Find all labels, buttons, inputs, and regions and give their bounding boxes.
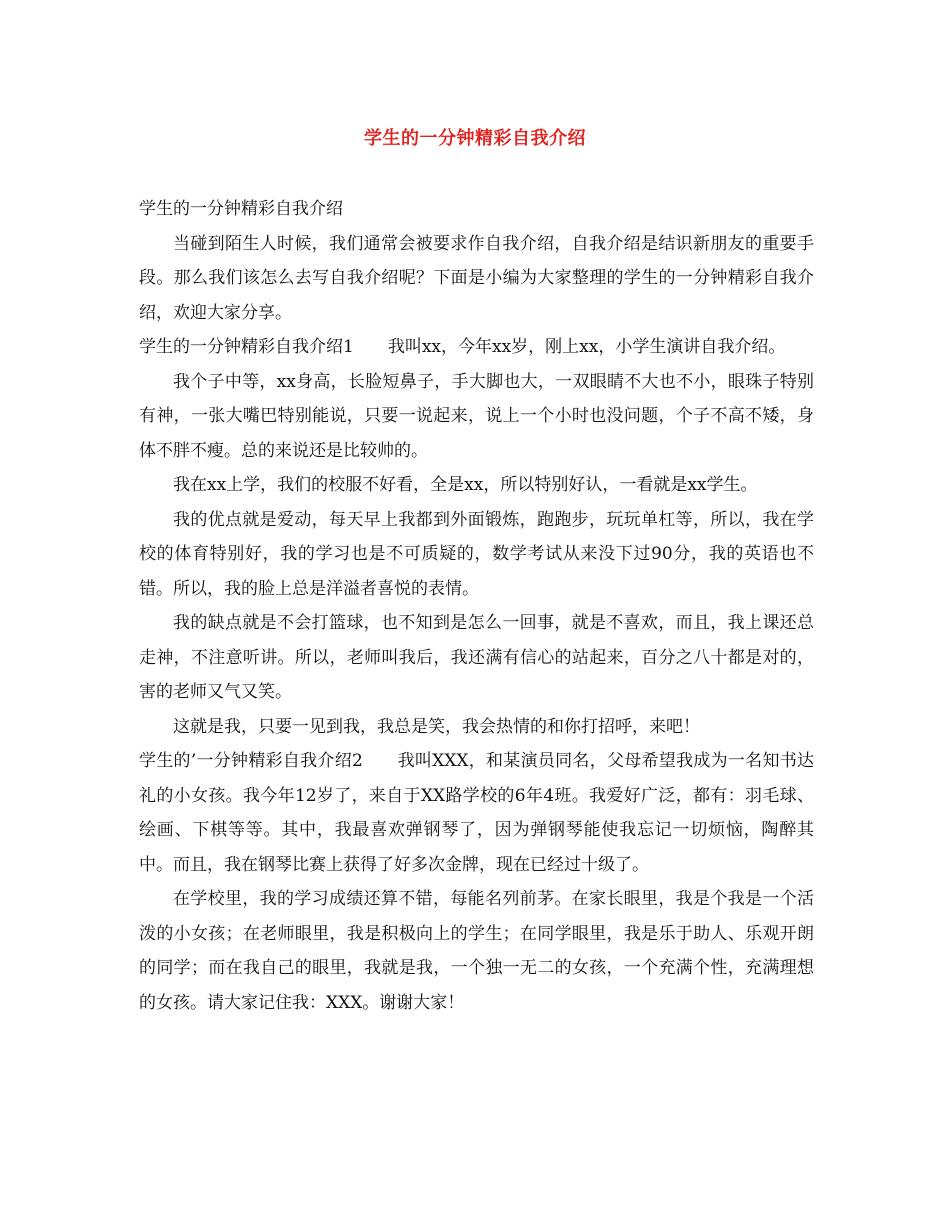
body-heading: 学生的一分钟精彩自我介绍 bbox=[139, 199, 343, 219]
document-title: 学生的一分钟精彩自我介绍 bbox=[364, 128, 586, 149]
section-heading-2: 学生的’一分钟精彩自我介绍2 我叫XXX，和某演员同名，父母希望我成为一名知书达礼的小女孩。我今年12岁了，来自于XX路学校的6年4班。我爱好广泛，都有：羽毛球、绘画、下棋等等。其中，我最喜欢弹钢琴了，因为弹钢琴能使我忘记一切烦恼，陶醉其中。而且，我在钢琴比赛上获得了好多次金牌，现在已经过十级了。 bbox=[139, 751, 814, 875]
body-paragraph: 我在xx上学，我们的校服不好看，全是xx，所以特别好认，一看就是xx学生。 bbox=[173, 475, 758, 495]
body-paragraph: 当碰到陌生人时候，我们通常会被要求作自我介绍，自我介绍是结识新朋友的重要手段。那么我们该怎么去写自我介绍呢？下面是小编为大家整理的学生的一分钟精彩自我介绍，欢迎大家分享。 bbox=[139, 233, 814, 323]
body-paragraph: 我的优点就是爱动，每天早上我都到外面锻炼，跑跑步，玩玩单杠等，所以，我在学校的体育特别好，我的学习也是不可质疑的，数学考试从来没下过90分，我的英语也不错。所以，我的脸上总是洋溢者喜悦的表情。 bbox=[139, 509, 814, 599]
section-heading-1: 学生的一分钟精彩自我介绍1 我叫xx，今年xx岁，刚上xx，小学生演讲自我介绍。 bbox=[139, 337, 786, 357]
body-paragraph: 在学校里，我的学习成绩还算不错，每能名列前茅。在家长眼里，我是个我是一个活泼的小女孩；在老师眼里，我是积极向上的学生；在同学眼里，我是乐于助人、乐观开朗的同学；而在我自己的眼里，我就是我，一个独一无二的女孩，一个充满个性，充满理想的女孩。请大家记住我：XXX。谢谢大家！ bbox=[139, 889, 814, 1013]
document-body bbox=[139, 192, 814, 1020]
body-paragraph: 我个子中等，xx身高，长脸短鼻子，手大脚也大，一双眼睛不大也不小，眼珠子特别有神，一张大嘴巴特别能说，只要一说起来，说上一个小时也没问题，个子不高不矮，身体不胖不瘦。总的来说还是比较帅的。 bbox=[139, 371, 814, 461]
body-paragraph: 这就是我，只要一见到我，我总是笑，我会热情的和你打招呼，来吧！ bbox=[173, 716, 700, 737]
body-paragraph: 我的缺点就是不会打篮球，也不知到是怎么一回事，就是不喜欢，而且，我上课还总走神，不注意听讲。所以，老师叫我后，我还满有信心的站起来，百分之八十都是对的，害的老师又气又笑。 bbox=[139, 613, 814, 702]
